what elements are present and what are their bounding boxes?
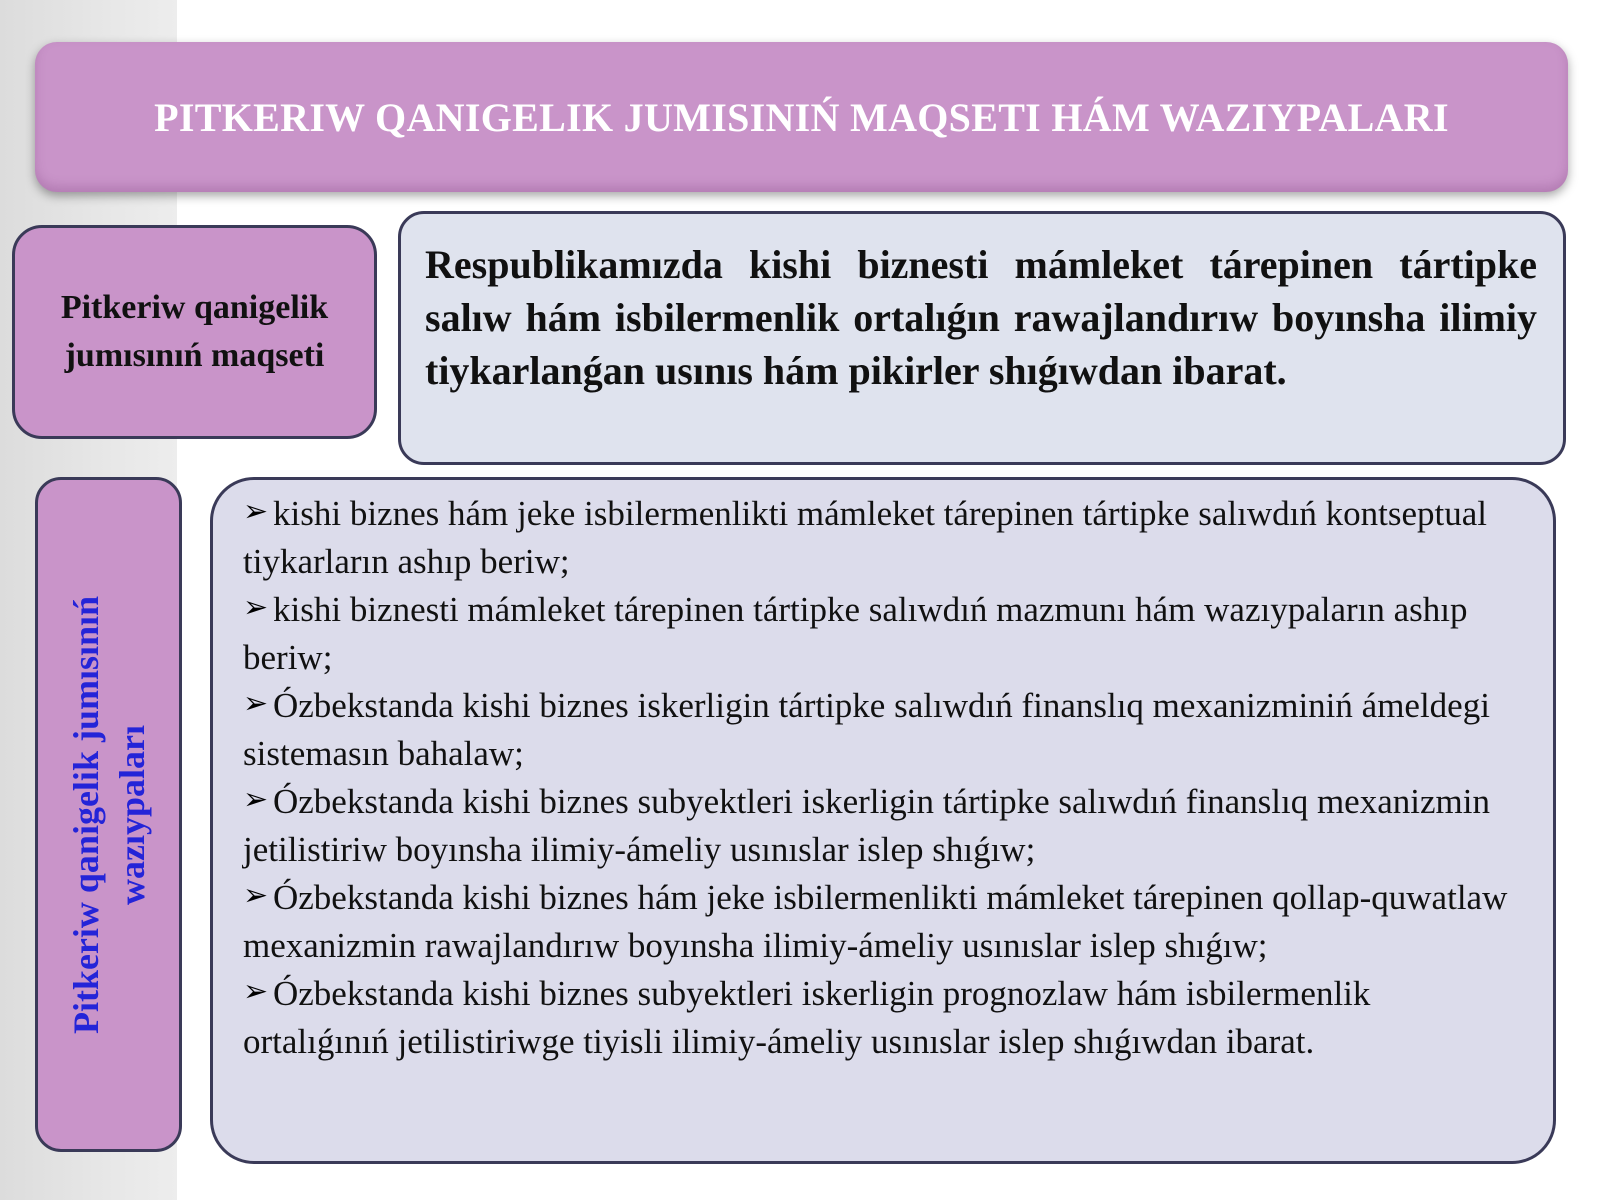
list-item bbox=[243, 874, 1523, 970]
goal-label: Pitkeriw qanigelik jumısınıń maqseti bbox=[60, 289, 329, 374]
tasks-label: Pitkeriw qanigelik jumısınıń wazıypaları bbox=[65, 595, 152, 1034]
task-text: Ózbekstanda kishi biznes iskerligin tártipke salıwdıń finanslıq mexanizminiń ámeldegi sistemasın bahalaw; bbox=[243, 686, 1490, 773]
task-text: kishi biznesti mámleket tárepinen tártipke salıwdıń mazmunı hám wazıypaların ashıp beriw; bbox=[243, 590, 1468, 677]
arrow-bullet-icon: ➢ bbox=[243, 879, 269, 912]
page-title: PITKERIW QANIGELIK JUMISINIŃ MAQSETI HÁM WAZIYPALARI bbox=[154, 94, 1449, 140]
title-banner bbox=[35, 42, 1568, 192]
arrow-bullet-icon: ➢ bbox=[243, 687, 269, 720]
tasks-list bbox=[243, 490, 1523, 1066]
task-text: Ózbekstanda kishi biznes subyektleri iskerligin tártipke salıwdıń finanslıq mexanizmin jetilistiriw boyınsha ilimiy-ámeliy usınıslar islep shıǵıw; bbox=[243, 782, 1490, 869]
list-item bbox=[243, 682, 1523, 778]
goal-label-box bbox=[12, 225, 377, 439]
goal-text-box bbox=[398, 211, 1566, 465]
task-text: Ózbekstanda kishi biznes subyektleri iskerligin prognozlaw hám isbilermenlik ortalıǵınıń jetilistiriwge tiyisli ilimiy-ámeliy usınıslar islep shıǵıwdan ibarat. bbox=[243, 974, 1371, 1061]
arrow-bullet-icon: ➢ bbox=[243, 495, 269, 528]
list-item bbox=[243, 778, 1523, 874]
tasks-label-box bbox=[35, 477, 182, 1152]
goal-text: Respublikamızda kishi biznesti mámleket tárepinen tártipke salıw hám isbilermenlik ortalıǵın rawajlandırıw boyınsha ilimiy tiykarlanǵan usınıs hám pikirler shıǵıwdan ibarat. bbox=[425, 242, 1537, 393]
list-item bbox=[243, 490, 1523, 586]
list-item bbox=[243, 970, 1523, 1066]
task-text: Ózbekstanda kishi biznes hám jeke isbilermenlikti mámleket tárepinen qollap-quwatlaw mexanizmin rawajlandırıw boyınsha ilimiy-ámeliy usınıslar islep shıǵıw; bbox=[243, 878, 1508, 965]
tasks-box bbox=[210, 477, 1556, 1164]
arrow-bullet-icon: ➢ bbox=[243, 591, 269, 624]
task-text: kishi biznes hám jeke isbilermenlikti mámleket tárepinen tártipke salıwdıń kontseptual tiykarların ashıp beriw; bbox=[243, 494, 1487, 581]
arrow-bullet-icon: ➢ bbox=[243, 975, 269, 1008]
list-item bbox=[243, 586, 1523, 682]
arrow-bullet-icon: ➢ bbox=[243, 783, 269, 816]
